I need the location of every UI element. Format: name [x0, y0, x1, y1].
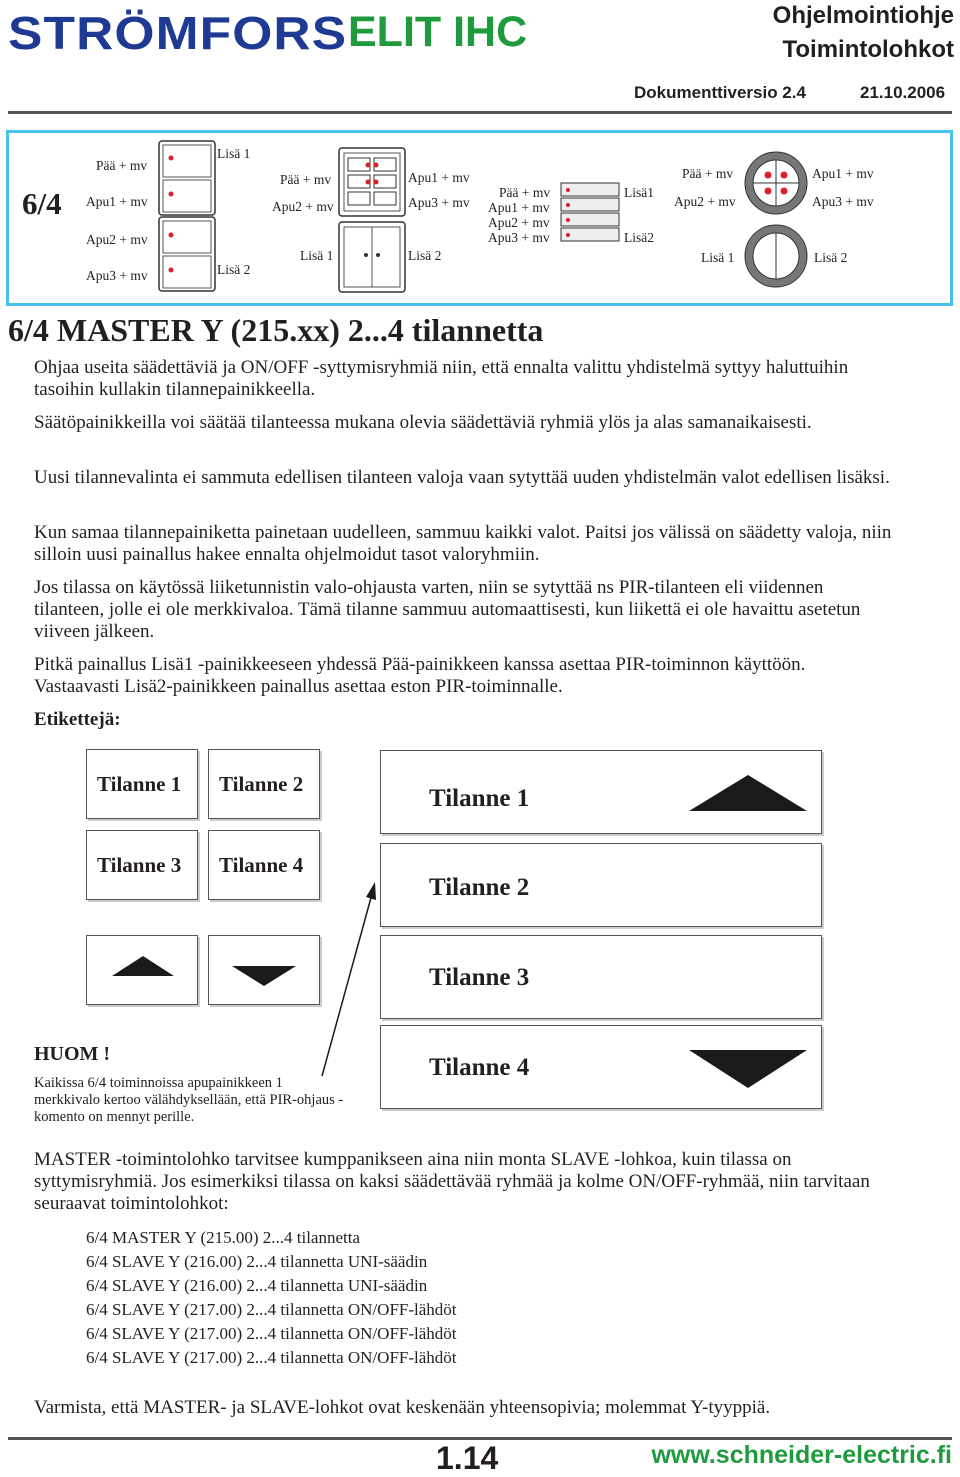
paragraph: Säätöpainikkeilla voi säätää tilanteessa mukana olevia säädettäviä ryhmiä ylös ja alas samanaikaisesti. — [34, 412, 812, 433]
switch-strip-icon — [560, 182, 620, 244]
paragraph: Kun samaa tilannepainiketta painetaan uudelleen, sammuu kaikki valot. Paitsi jos välissä on säädetty valoja, niin silloin uusi painallus hakee ennalta ohjelmoidut tasot valoryhmiin. — [34, 522, 892, 565]
doc-version: Dokumenttiversio 2.4 — [634, 83, 806, 102]
page-number: 1.14 — [436, 1440, 499, 1476]
small-label-tilanne-4 — [208, 830, 320, 900]
header-divider — [8, 111, 952, 114]
triangle-up-icon — [112, 956, 174, 976]
triangle-up-icon — [689, 775, 807, 811]
big-label-tilanne-1 — [380, 750, 822, 834]
g3-label: Apu1 + mv — [488, 200, 550, 215]
button-layout-figure — [6, 130, 953, 306]
g1-label: Pää + mv — [96, 158, 148, 173]
label-text: Tilanne 2 — [219, 772, 304, 796]
paragraph: Ohjaa useita säädettäviä ja ON/OFF -syttymisryhmiä niin, että ennalta valittu yhdistelmä syttyy haluttuihin tasoihin kullakin tilannepainikkeella. — [34, 357, 849, 400]
g3-label: Lisä2 — [624, 230, 654, 245]
switch-panel-grid-icon — [338, 147, 406, 293]
labels-heading: Etikettejä: — [34, 709, 121, 730]
g1-label: Apu2 + mv — [86, 232, 148, 247]
g4-label: Pää + mv — [682, 166, 734, 181]
paragraph: Pitkä painallus Lisä1 -painikkeeseen yhdessä Pää-painikkeen kanssa asettaa PIR-toiminnon käyttöön. Vastaavasti Lisä2-painikkeen painallus asettaa eston PIR-toiminnalle. — [34, 654, 806, 697]
g1-label: Lisä 2 — [217, 262, 251, 277]
label-text: Tilanne 4 — [429, 1054, 530, 1081]
module-number: 6/4 — [22, 186, 62, 221]
label-text: Tilanne 1 — [429, 785, 530, 812]
g2-label: Lisä 1 — [300, 248, 334, 263]
g3-label: Apu3 + mv — [488, 230, 550, 245]
product-name: ELIT IHC — [348, 8, 528, 56]
small-label-tilanne-1 — [86, 749, 198, 819]
label-text: Tilanne 3 — [429, 964, 530, 991]
triangle-down-icon — [689, 1050, 807, 1088]
round-switch-icon — [743, 148, 809, 292]
g4-label: Lisä 2 — [814, 250, 848, 265]
g1-label: Apu3 + mv — [86, 268, 148, 283]
triangle-down-icon — [232, 966, 296, 986]
big-label-tilanne-2 — [380, 843, 822, 927]
note-heading: HUOM ! — [34, 1043, 111, 1065]
g2-label: Apu1 + mv — [408, 170, 470, 185]
doc-title: Ohjelmointiohje — [772, 2, 954, 29]
g3-label: Apu2 + mv — [488, 215, 550, 230]
small-label-tilanne-2 — [208, 749, 320, 819]
g3-label: Pää + mv — [499, 185, 551, 200]
small-label-tilanne-3 — [86, 830, 198, 900]
block-list-item: 6/4 SLAVE Y (217.00) 2...4 tilannetta ON/OFF-lähdöt — [86, 1348, 457, 1367]
label-text: Tilanne 1 — [97, 772, 182, 796]
block-list-item: 6/4 SLAVE Y (217.00) 2...4 tilannetta ON/OFF-lähdöt — [86, 1300, 457, 1319]
label-text: Tilanne 2 — [429, 874, 530, 901]
g2-label: Pää + mv — [280, 172, 332, 187]
g4-label: Lisä 1 — [701, 250, 735, 265]
g1-label: Apu1 + mv — [86, 194, 148, 209]
g4-label: Apu2 + mv — [674, 194, 736, 209]
block-list-item: 6/4 SLAVE Y (217.00) 2...4 tilannetta ON/OFF-lähdöt — [86, 1324, 457, 1343]
block-list-item: 6/4 SLAVE Y (216.00) 2...4 tilannetta UNI-säädin — [86, 1276, 428, 1295]
big-label-tilanne-4 — [380, 1025, 822, 1109]
paragraph: Uusi tilannevalinta ei sammuta edellisen tilanteen valoja vaan sytyttää uuden yhdistelmän valot edellisen lisäksi. — [34, 467, 890, 488]
paragraph: Jos tilassa on käytössä liiketunnistin valo-ohjausta varten, niin se sytyttää ns PIR-tilanteen eli viidennen tilanteen, jolle ei ole merkkivaloa. Tämä tilanne sammuu automaattisesti, kun liikettä ei ole havaittu asetetun viiveen jälkeen. — [34, 577, 861, 642]
pointer-arrow — [310, 880, 380, 1080]
brand-logo: STRÖMFORS — [8, 7, 348, 59]
g4-label: Apu3 + mv — [812, 194, 874, 209]
note-text: Kaikissa 6/4 toiminnoissa apupainikkeen 1 merkkivalo kertoo välähdyksellään, että PIR-ohjaus -komento on mennyt perille. — [34, 1075, 344, 1125]
block-list-item: 6/4 MASTER Y (215.00) 2...4 tilannetta — [86, 1228, 361, 1247]
g2-label: Apu2 + mv — [272, 199, 334, 214]
block-list-item: 6/4 SLAVE Y (216.00) 2...4 tilannetta UNI-säädin — [86, 1252, 428, 1271]
g2-label: Apu3 + mv — [408, 195, 470, 210]
g1-label: Lisä 1 — [217, 146, 251, 161]
switch-panel-vertical-icon — [158, 140, 216, 292]
g3-label: Lisä1 — [624, 185, 654, 200]
g4-label: Apu1 + mv — [812, 166, 874, 181]
label-text: Tilanne 4 — [219, 853, 304, 877]
master-paragraph: MASTER -toimintolohko tarvitsee kumppanikseen aina niin monta SLAVE -lohkoa, kuin tilassa on syttymisryhmiä. Jos esimerkiksi tilassa on kaksi säädettävää ryhmää ja kolme ON/OFF-ryhmää, niin tarvitaan seuraavat toimintolohkot: — [34, 1149, 870, 1214]
label-text: Tilanne 3 — [97, 853, 182, 877]
g2-label: Lisä 2 — [408, 248, 442, 263]
website-link[interactable]: www.schneider-electric.fi — [651, 1441, 952, 1469]
big-label-tilanne-3 — [380, 935, 822, 1019]
page-title: 6/4 MASTER Y (215.xx) 2...4 tilannetta — [8, 312, 544, 348]
small-label-up — [86, 935, 198, 1005]
doc-date: 21.10.2006 — [860, 83, 946, 102]
doc-subtitle: Toimintolohkot — [782, 36, 954, 63]
small-label-down — [208, 935, 320, 1005]
closing-paragraph: Varmista, että MASTER- ja SLAVE-lohkot ovat keskenään yhteensopivia; molemmat Y-tyyppiä. — [34, 1397, 771, 1418]
